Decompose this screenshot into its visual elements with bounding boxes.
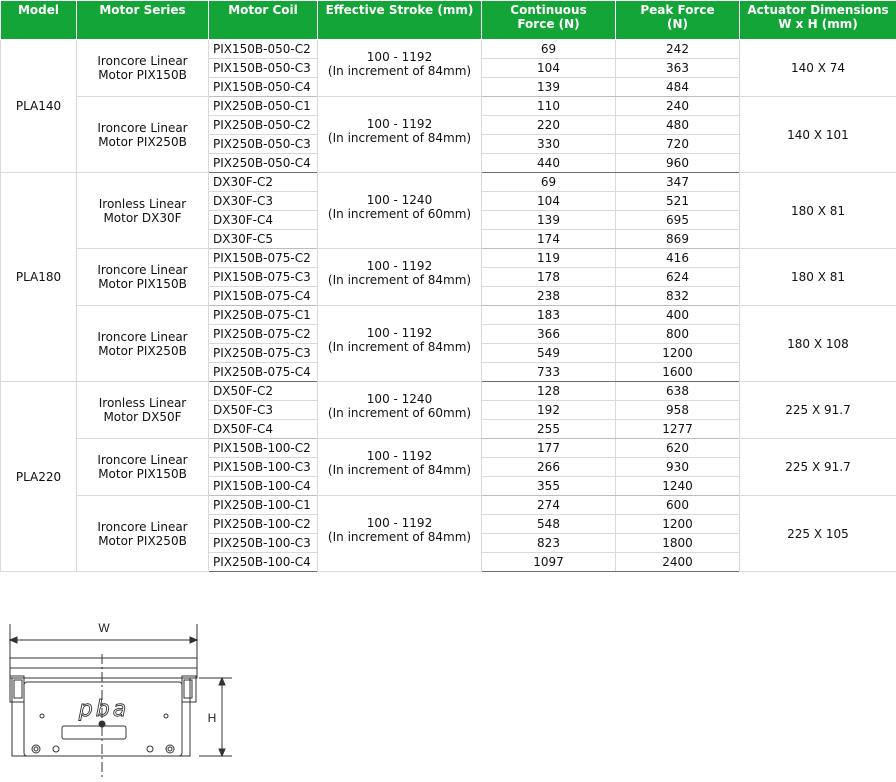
- motor-series-line1: Ironcore Linear: [97, 519, 188, 534]
- continuous-force-cell: 366: [482, 325, 616, 344]
- motor-coil-cell: PIX250B-075-C4: [209, 363, 318, 382]
- table-row: [1, 382, 896, 401]
- stroke-range: 100 - 1192: [366, 259, 433, 273]
- peak-force-cell: 960: [616, 154, 740, 173]
- table-row: [1, 249, 896, 268]
- motor-coil-cell: PIX150B-075-C3: [209, 268, 318, 287]
- header-continuous-force-line2: Force (N): [517, 17, 580, 31]
- header-row: [1, 1, 896, 40]
- motor-coil-cell: PIX250B-075-C2: [209, 325, 318, 344]
- motor-coil-cell: PIX250B-075-C3: [209, 344, 318, 363]
- motor-coil-cell: DX50F-C2: [209, 382, 318, 401]
- header-peak-force-line1: Peak Force: [640, 3, 715, 17]
- actuator-dimension-drawing: [0, 614, 240, 782]
- peak-force-cell: 240: [616, 97, 740, 116]
- peak-force-cell: 1200: [616, 515, 740, 534]
- peak-force-cell: 1600: [616, 363, 740, 382]
- motor-coil-cell: PIX250B-100-C4: [209, 553, 318, 572]
- effective-stroke-cell: [318, 306, 482, 382]
- peak-force-cell: 638: [616, 382, 740, 401]
- peak-force-cell: 832: [616, 287, 740, 306]
- continuous-force-cell: 178: [482, 268, 616, 287]
- motor-coil-cell: PIX150B-050-C3: [209, 59, 318, 78]
- table-row: [1, 97, 896, 116]
- motor-coil-cell: DX50F-C3: [209, 401, 318, 420]
- motor-series-cell: [77, 439, 209, 496]
- motor-series-cell: [77, 382, 209, 439]
- motor-series-line1: Ironless Linear: [98, 396, 187, 410]
- motor-series-line2: Motor DX50F: [103, 410, 182, 424]
- peak-force-cell: 1277: [616, 420, 740, 439]
- peak-force-cell: 400: [616, 306, 740, 325]
- motor-series-line1: Ironcore Linear: [97, 120, 188, 135]
- model-cell: PLA220: [1, 382, 77, 572]
- motor-series-line1: Ironcore Linear: [97, 329, 188, 344]
- peak-force-cell: 416: [616, 249, 740, 268]
- peak-force-cell: 363: [616, 59, 740, 78]
- table-row: [1, 40, 896, 59]
- peak-force-cell: 930: [616, 458, 740, 477]
- motor-coil-cell: PIX250B-050-C1: [209, 97, 318, 116]
- continuous-force-cell: 220: [482, 116, 616, 135]
- stroke-range: 100 - 1192: [366, 116, 433, 131]
- continuous-force-cell: 69: [482, 40, 616, 59]
- continuous-force-cell: 823: [482, 534, 616, 553]
- header-continuous-force: [482, 1, 616, 40]
- stroke-increment: (In increment of 84mm): [327, 273, 472, 287]
- stroke-range: 100 - 1240: [366, 192, 433, 207]
- continuous-force-cell: 119: [482, 249, 616, 268]
- peak-force-cell: 624: [616, 268, 740, 287]
- continuous-force-cell: 183: [482, 306, 616, 325]
- table-row: [1, 173, 896, 192]
- peak-force-cell: 800: [616, 325, 740, 344]
- continuous-force-cell: 266: [482, 458, 616, 477]
- header-peak-force: [616, 1, 740, 40]
- stroke-increment: (In increment of 60mm): [327, 406, 472, 420]
- effective-stroke-cell: [318, 496, 482, 572]
- motor-series-line2: Motor PIX150B: [98, 277, 187, 291]
- motor-series-line2: Motor PIX250B: [98, 533, 187, 548]
- stroke-increment: (In increment of 84mm): [327, 339, 472, 354]
- motor-coil-cell: PIX150B-075-C4: [209, 287, 318, 306]
- peak-force-cell: 521: [616, 192, 740, 211]
- continuous-force-cell: 255: [482, 420, 616, 439]
- actuator-dimensions-cell: 225 X 91.7: [740, 382, 896, 439]
- motor-coil-cell: DX30F-C2: [209, 173, 318, 192]
- effective-stroke-cell: [318, 249, 482, 306]
- motor-coil-cell: PIX250B-100-C2: [209, 515, 318, 534]
- peak-force-cell: 347: [616, 173, 740, 192]
- peak-force-cell: 620: [616, 439, 740, 458]
- stroke-increment: (In increment of 84mm): [327, 529, 472, 544]
- peak-force-cell: 720: [616, 135, 740, 154]
- effective-stroke-cell: [318, 173, 482, 249]
- motor-series-line1: Ironless Linear: [98, 196, 187, 211]
- stroke-range: 100 - 1240: [366, 392, 433, 406]
- header-effective-stroke: Effective Stroke (mm): [318, 1, 482, 40]
- continuous-force-cell: 104: [482, 192, 616, 211]
- stroke-range: 100 - 1192: [366, 50, 433, 64]
- motor-coil-cell: PIX250B-100-C3: [209, 534, 318, 553]
- motor-coil-cell: DX30F-C5: [209, 230, 318, 249]
- header-continuous-force-line1: Continuous: [510, 3, 587, 17]
- motor-series-line2: Motor PIX250B: [98, 134, 187, 149]
- continuous-force-cell: 274: [482, 496, 616, 515]
- motor-series-line1: Ironcore Linear: [97, 54, 188, 68]
- peak-force-cell: 242: [616, 40, 740, 59]
- continuous-force-cell: 238: [482, 287, 616, 306]
- header-dimensions-line2: W x H (mm): [778, 17, 858, 31]
- peak-force-cell: 1240: [616, 477, 740, 496]
- table-row: [1, 439, 896, 458]
- effective-stroke-cell: [318, 40, 482, 97]
- stroke-increment: (In increment of 84mm): [327, 130, 472, 145]
- actuator-dimensions-cell: 140 X 74: [740, 40, 896, 97]
- stroke-increment: (In increment of 60mm): [327, 206, 472, 221]
- continuous-force-cell: 69: [482, 173, 616, 192]
- continuous-force-cell: 549: [482, 344, 616, 363]
- peak-force-cell: 600: [616, 496, 740, 515]
- motor-coil-cell: PIX250B-050-C2: [209, 116, 318, 135]
- motor-coil-cell: PIX150B-100-C2: [209, 439, 318, 458]
- motor-coil-cell: DX30F-C4: [209, 211, 318, 230]
- motor-series-cell: [77, 97, 209, 173]
- motor-coil-cell: PIX150B-075-C2: [209, 249, 318, 268]
- continuous-force-cell: 1097: [482, 553, 616, 572]
- motor-coil-cell: PIX250B-050-C4: [209, 154, 318, 173]
- motor-coil-cell: PIX150B-100-C4: [209, 477, 318, 496]
- motor-coil-cell: PIX150B-050-C4: [209, 78, 318, 97]
- motor-series-cell: [77, 249, 209, 306]
- header-peak-force-line2: (N): [666, 17, 688, 31]
- motor-series-line2: Motor PIX150B: [98, 467, 187, 481]
- peak-force-cell: 958: [616, 401, 740, 420]
- motor-series-cell: [77, 496, 209, 572]
- header-motor-coil: Motor Coil: [209, 1, 318, 40]
- stroke-increment: (In increment of 84mm): [327, 64, 472, 78]
- model-cell: PLA180: [1, 173, 77, 382]
- height-dimension-label: H: [207, 711, 217, 725]
- motor-series-line2: Motor PIX250B: [98, 343, 187, 358]
- stroke-increment: (In increment of 84mm): [327, 463, 472, 477]
- continuous-force-cell: 355: [482, 477, 616, 496]
- peak-force-cell: 484: [616, 78, 740, 97]
- continuous-force-cell: 128: [482, 382, 616, 401]
- header-dimensions-line1: Actuator Dimensions: [747, 3, 889, 17]
- continuous-force-cell: 440: [482, 154, 616, 173]
- effective-stroke-cell: [318, 97, 482, 173]
- motor-coil-cell: PIX150B-050-C2: [209, 40, 318, 59]
- peak-force-cell: 480: [616, 116, 740, 135]
- peak-force-cell: 869: [616, 230, 740, 249]
- continuous-force-cell: 174: [482, 230, 616, 249]
- header-actuator-dimensions: [740, 1, 896, 40]
- motor-coil-cell: PIX150B-100-C3: [209, 458, 318, 477]
- motor-series-line2: Motor PIX150B: [98, 68, 187, 82]
- motor-coil-cell: DX50F-C4: [209, 420, 318, 439]
- motor-coil-cell: PIX250B-100-C1: [209, 496, 318, 515]
- table-row: [1, 496, 896, 515]
- motor-series-line2: Motor DX30F: [103, 210, 182, 225]
- actuator-dimensions-cell: 140 X 101: [740, 97, 896, 173]
- motor-series-line1: Ironcore Linear: [97, 453, 188, 467]
- stroke-range: 100 - 1192: [366, 325, 433, 340]
- continuous-force-cell: 733: [482, 363, 616, 382]
- peak-force-cell: 695: [616, 211, 740, 230]
- actuator-dimensions-cell: 225 X 105: [740, 496, 896, 572]
- peak-force-cell: 2400: [616, 553, 740, 572]
- peak-force-cell: 1800: [616, 534, 740, 553]
- continuous-force-cell: 192: [482, 401, 616, 420]
- continuous-force-cell: 330: [482, 135, 616, 154]
- actuator-dimensions-cell: 225 X 91.7: [740, 439, 896, 496]
- peak-force-cell: 1200: [616, 344, 740, 363]
- motor-series-cell: [77, 40, 209, 97]
- pba-logo: pba: [78, 697, 130, 722]
- stroke-range: 100 - 1192: [366, 515, 433, 530]
- motor-coil-cell: PIX250B-050-C3: [209, 135, 318, 154]
- continuous-force-cell: 177: [482, 439, 616, 458]
- effective-stroke-cell: [318, 382, 482, 439]
- motor-coil-cell: PIX250B-075-C1: [209, 306, 318, 325]
- width-dimension-label: W: [98, 621, 110, 635]
- effective-stroke-cell: [318, 439, 482, 496]
- motor-series-cell: [77, 306, 209, 382]
- actuator-dimensions-cell: 180 X 81: [740, 173, 896, 249]
- continuous-force-cell: 104: [482, 59, 616, 78]
- spec-table-body: [1, 40, 896, 572]
- stroke-range: 100 - 1192: [366, 449, 433, 463]
- motor-series-line1: Ironcore Linear: [97, 263, 188, 277]
- continuous-force-cell: 548: [482, 515, 616, 534]
- motor-coil-cell: DX30F-C3: [209, 192, 318, 211]
- actuator-dimensions-cell: 180 X 108: [740, 306, 896, 382]
- model-cell: PLA140: [1, 40, 77, 173]
- continuous-force-cell: 139: [482, 78, 616, 97]
- actuator-dimensions-cell: 180 X 81: [740, 249, 896, 306]
- motor-series-cell: [77, 173, 209, 249]
- header-motor-series: Motor Series: [77, 1, 209, 40]
- header-model: Model: [1, 1, 77, 40]
- table-row: [1, 306, 896, 325]
- continuous-force-cell: 110: [482, 97, 616, 116]
- continuous-force-cell: 139: [482, 211, 616, 230]
